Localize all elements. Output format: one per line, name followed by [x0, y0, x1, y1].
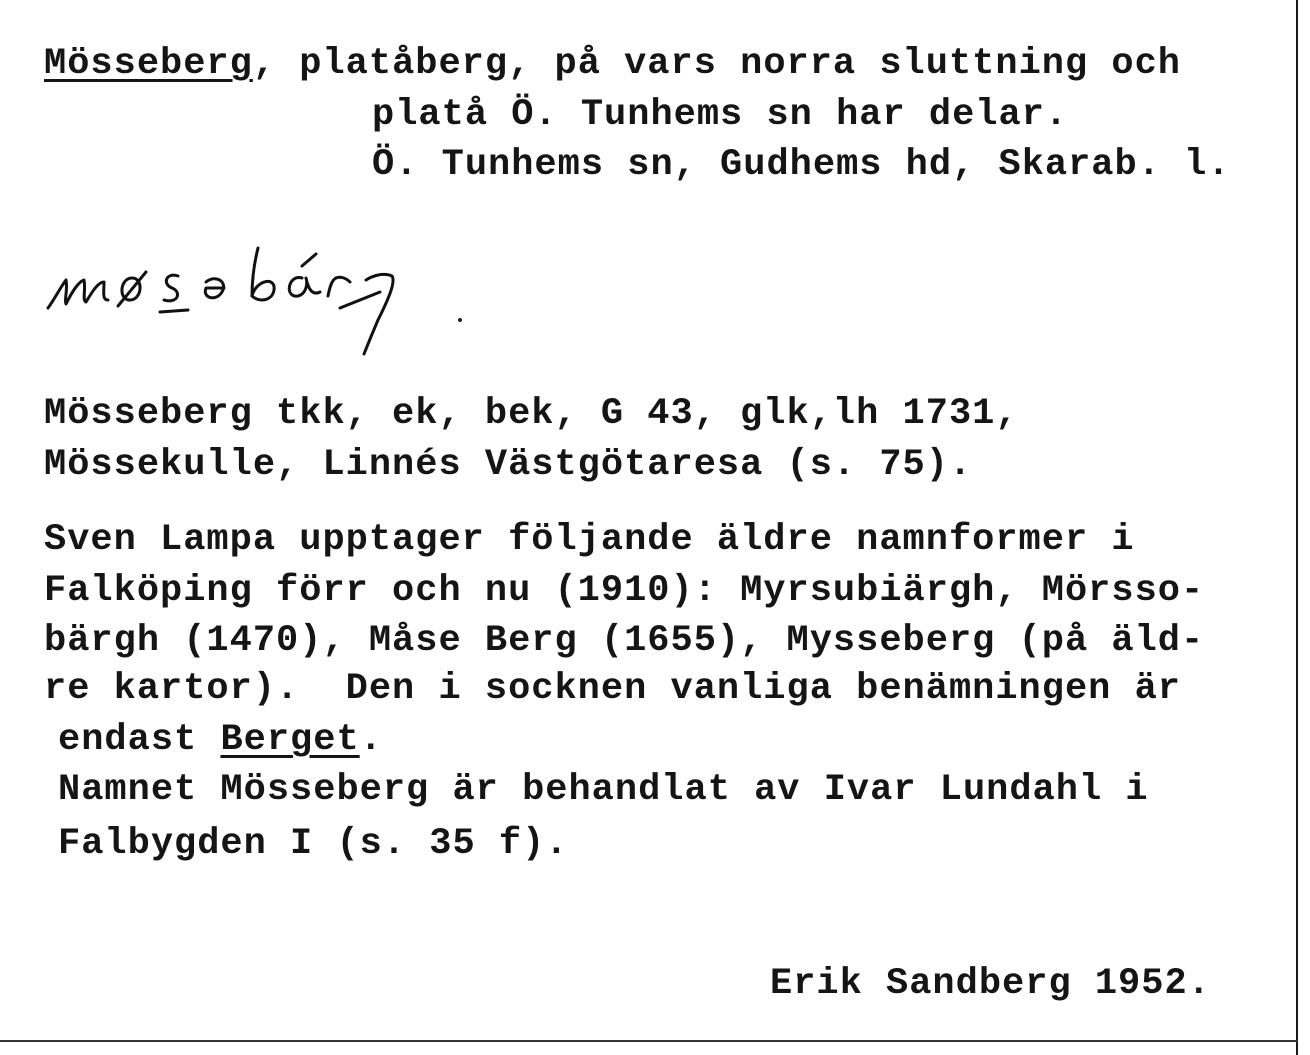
notes-line-7: Falbygden I (s. 35 f).: [58, 823, 569, 865]
notes-line-6: Namnet Mösseberg är behandlat av Ivar Lundahl i: [58, 769, 1149, 811]
notes-line-4: re kartor). Den i socknen vanliga benämningen är: [44, 668, 1181, 710]
notes-line-5-prefix: endast: [58, 719, 221, 761]
ink-dot: [458, 318, 462, 322]
notes-line-2: Falköping förr och nu (1910): Myrsubiärgh, Mörsso-: [44, 570, 1205, 612]
notes-line-1: Sven Lampa upptager följande äldre namnformer i: [44, 519, 1135, 561]
sources-line-1: Mösseberg tkk, ek, bek, G 43, glk,lh 1731,: [44, 393, 1019, 435]
card-bottom-edge: [0, 1040, 1298, 1042]
header-line-2: platå Ö. Tunhems sn har delar.: [372, 94, 1069, 136]
header-line-1: [44, 42, 1181, 86]
handwritten-pronunciation: [40, 230, 480, 370]
notes-line-3: bärgh (1470), Måse Berg (1655), Mysseberg (på äld-: [44, 620, 1205, 662]
sources-line-2: Mössekulle, Linnés Västgötaresa (s. 75).: [44, 444, 973, 486]
card-right-edge: [1296, 0, 1298, 1055]
signature: Erik Sandberg 1952.: [770, 963, 1211, 1005]
berget-term: Berget: [220, 719, 360, 761]
headword: Mösseberg: [44, 43, 253, 85]
notes-line-5: [58, 718, 383, 762]
header-line-3: Ö. Tunhems sn, Gudhems hd, Skarab. l.: [372, 144, 1231, 186]
header-description: , platåberg, på vars norra sluttning och: [252, 43, 1181, 85]
notes-line-5-suffix: .: [359, 719, 383, 761]
